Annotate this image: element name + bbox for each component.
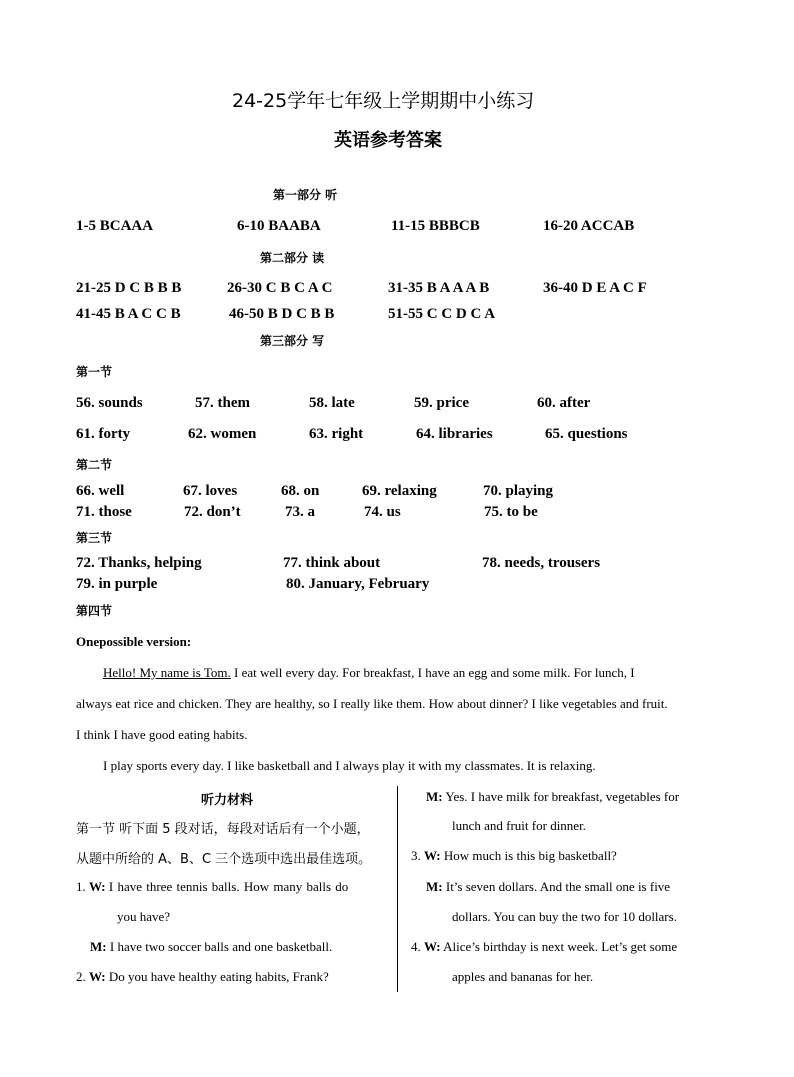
section1-label: 第一节 (76, 365, 113, 379)
s2-answer-73: 73. a (285, 504, 315, 520)
part2-heading: 第二部分 读 (260, 251, 325, 265)
part2-answer-1: 21-25 D C B B B (76, 280, 182, 296)
s3-answer-72: 72. Thanks, helping (76, 555, 202, 571)
s1-answer-60: 60. after (537, 395, 591, 411)
dialogue1-text: I have three tennis balls. How many balls do (108, 879, 349, 894)
dialogue2-speaker: W: (89, 969, 106, 984)
s2-answer-72: 72. don’t (184, 504, 241, 520)
dialogue2-number: 2. (76, 969, 86, 984)
dialogue2-answer-text: Yes. I have milk for breakfast, vegetables for (445, 789, 680, 804)
dialogue1-question (76, 879, 348, 895)
dialogue4-continued: apples and bananas for her. (452, 969, 594, 984)
s2-answer-74: 74. us (364, 504, 401, 520)
listening-intro-line2: 从题中所给的 A、B、C 三个选项中选出最佳选项。 (76, 852, 372, 867)
dialogue2-answer (426, 789, 679, 805)
part1-answer-1: 1-5 BCAAA (76, 218, 154, 234)
essay-para1-line1 (103, 665, 635, 681)
part2-answer-5: 41-45 B A C C B (76, 306, 181, 322)
dialogue4-speaker: W: (424, 939, 441, 954)
listening-intro-line1: 第一节 听下面 5 段对话，每段对话后有一个小题， (76, 822, 370, 837)
s2-answer-67: 67. loves (183, 483, 238, 499)
part2-answer-7: 51-55 C C D C A (388, 306, 496, 322)
dialogue1-answer-text: I have two soccer balls and one basketball. (109, 939, 333, 954)
dialogue3-text: How much is this big basketball? (443, 848, 617, 863)
part2-answer-3: 31-35 B A A A B (388, 280, 490, 296)
dialogue3-answer-speaker: M: (426, 879, 443, 894)
part2-answer-4: 36-40 D E A C F (543, 280, 647, 296)
s3-answer-79: 79. in purple (76, 576, 158, 592)
column-divider (397, 786, 398, 992)
s3-answer-77: 77. think about (283, 555, 381, 571)
dialogue1-answer-speaker: M: (90, 939, 107, 954)
essay-para1-line2: always eat rice and chicken. They are healthy, so I really like them. How about dinner? I like vegetables and fruit. (76, 696, 668, 711)
dialogue4-question (411, 939, 677, 955)
essay-underlined-opening: Hello! My name is Tom. (103, 665, 231, 680)
section4-label: 第四节 (76, 604, 113, 618)
s1-answer-64: 64. libraries (416, 426, 493, 442)
s2-answer-69: 69. relaxing (362, 483, 437, 499)
dialogue4-text: Alice’s birthday is next week. Let’s get some (443, 939, 678, 954)
s2-answer-75: 75. to be (484, 504, 538, 520)
s1-answer-59: 59. price (414, 395, 469, 411)
dialogue3-answer-text: It’s seven dollars. And the small one is five (445, 879, 671, 894)
s1-answer-65: 65. questions (545, 426, 628, 442)
essay-para1-line3: I think I have good eating habits. (76, 727, 248, 742)
s3-answer-80: 80. January, February (286, 576, 430, 592)
s2-answer-68: 68. on (281, 483, 320, 499)
part2-answer-6: 46-50 B D C B B (229, 306, 335, 322)
dialogue2-question (76, 969, 329, 985)
s2-answer-71: 71. those (76, 504, 132, 520)
s1-answer-58: 58. late (309, 395, 355, 411)
dialogue2-text: Do you have healthy eating habits, Frank? (108, 969, 329, 984)
dialogue4-number: 4. (411, 939, 421, 954)
dialogue3-speaker: W: (424, 848, 441, 863)
part1-heading: 第一部分 听 (273, 188, 338, 202)
dialogue3-number: 3. (411, 848, 421, 863)
page-title: 24-25学年七年级上学期期中小练习 (232, 90, 535, 112)
s3-answer-78: 78. needs, trousers (482, 555, 601, 571)
listening-heading: 听力材料 (201, 793, 254, 808)
dialogue3-answer (426, 879, 670, 895)
dialogue1-number: 1. (76, 879, 86, 894)
s1-answer-56: 56. sounds (76, 395, 143, 411)
dialogue2-answer-speaker: M: (426, 789, 443, 804)
section3-label: 第三节 (76, 531, 113, 545)
essay-version-label: Onepossible version: (76, 634, 192, 649)
s1-answer-62: 62. women (188, 426, 257, 442)
dialogue1-continued: you have? (117, 909, 171, 924)
part2-answer-2: 26-30 C B C A C (227, 280, 333, 296)
s2-answer-70: 70. playing (483, 483, 554, 499)
page-subtitle: 英语参考答案 (334, 130, 442, 151)
dialogue1-speaker: W: (89, 879, 106, 894)
essay-para2-line1: I play sports every day. I like basketball and I always play it with my classmates. It is relaxing. (103, 758, 596, 773)
part1-answer-4: 16-20 ACCAB (543, 218, 635, 234)
s1-answer-57: 57. them (195, 395, 250, 411)
s2-answer-66: 66. well (76, 483, 125, 499)
part3-heading: 第三部分 写 (260, 334, 325, 348)
essay-para1-line1-rest: I eat well every day. For breakfast, I have an egg and some milk. For lunch, I (230, 665, 635, 680)
part1-answer-2: 6-10 BAABA (237, 218, 321, 234)
part1-answer-3: 11-15 BBBCB (391, 218, 480, 234)
s1-answer-63: 63. right (309, 426, 364, 442)
section2-label: 第二节 (76, 458, 113, 472)
dialogue2-answer-continued: lunch and fruit for dinner. (452, 818, 586, 833)
s1-answer-61: 61. forty (76, 426, 131, 442)
dialogue1-answer (90, 939, 332, 955)
dialogue3-answer-continued: dollars. You can buy the two for 10 dollars. (452, 909, 677, 924)
dialogue3-question (411, 848, 617, 864)
